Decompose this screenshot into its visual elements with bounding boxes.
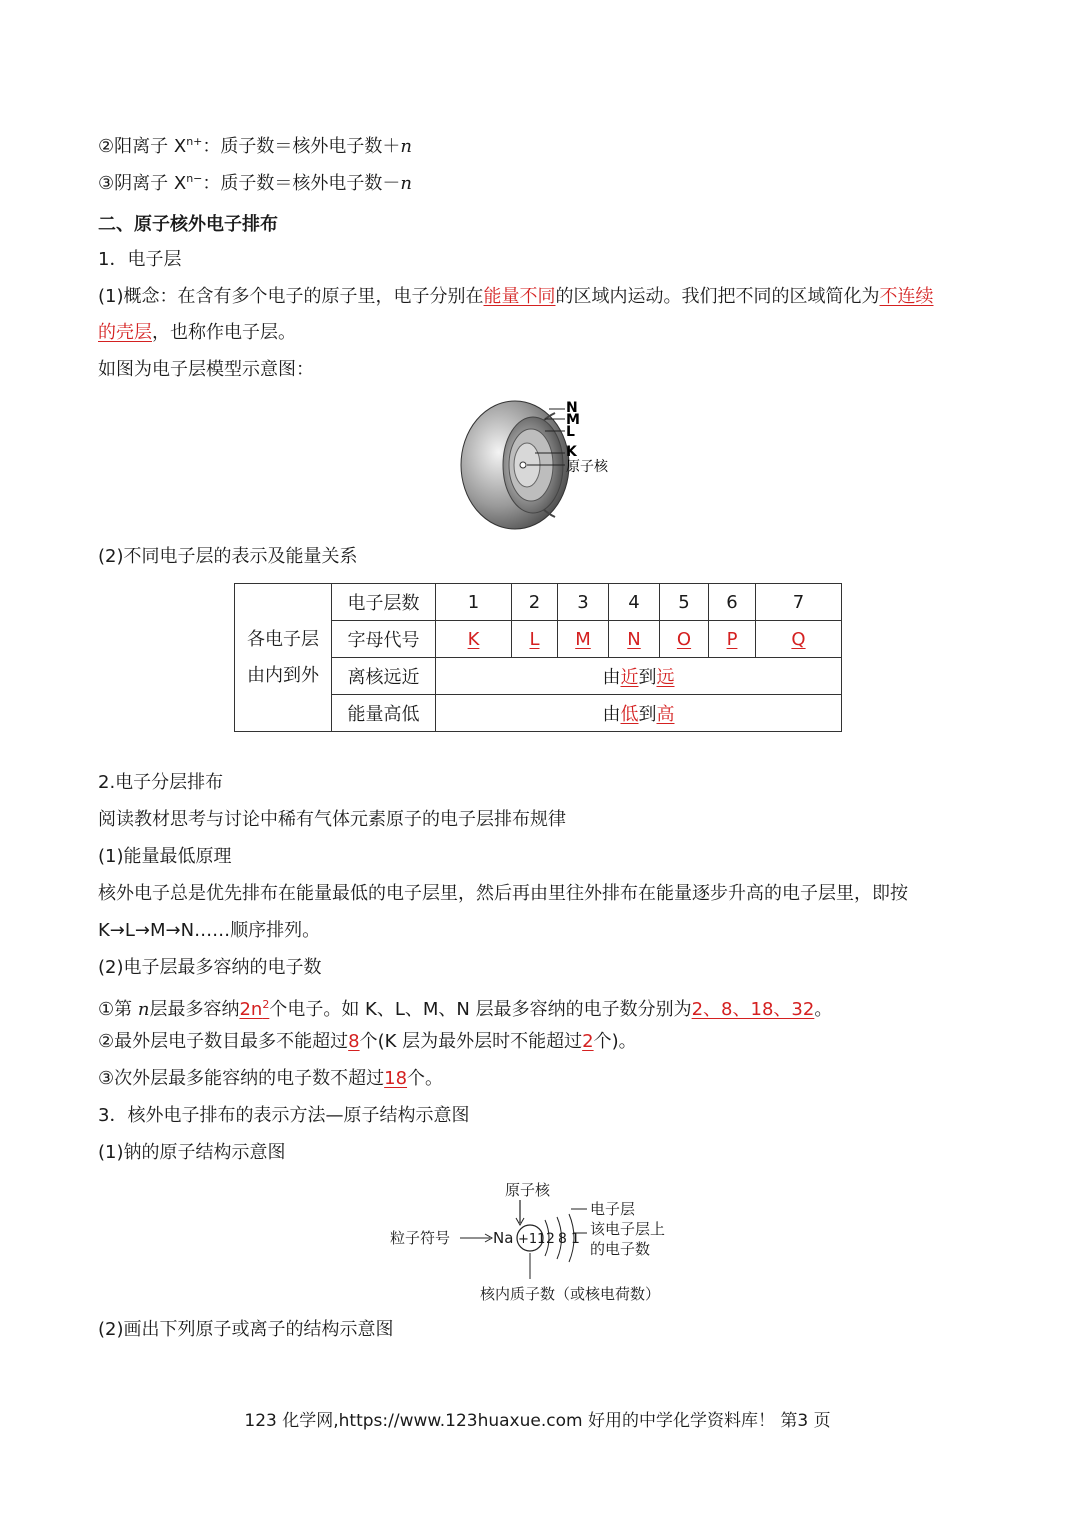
label-nucleus: 原子核 [566,459,608,475]
concept-line-2: 的壳层，也称作电子层。 [98,322,296,343]
group-label-cell: 各电子层 由内到外 [235,584,332,732]
representation-title: (2)不同电子层的表示及能量关系 [98,546,358,567]
layer-number-cell: 2 [512,584,558,621]
layer-number-cell: 5 [660,584,709,621]
label-layer-count-1: 该电子层上 [590,1220,666,1238]
electrons-shell-3: 1 [571,1231,580,1247]
label-nucleus: 原子核 [505,1181,551,1199]
letter-cell: K [436,621,512,658]
label-symbol: 粒子符号 [390,1229,451,1247]
electrons-shell-1: 2 [546,1231,555,1247]
nuclear-charge: +11 [518,1232,546,1247]
layer-number-cell: 4 [609,584,660,621]
row-label-layer-number: 电子层数 [332,584,436,621]
row-label-letter: 字母代号 [332,621,436,658]
subheading-distribution: 2.电子分层排布 [98,772,224,793]
label-proton: 核内质子数（或核电荷数） [480,1285,661,1303]
label-m: M [566,412,580,428]
concept-line: (1)概念：在含有多个电子的原子里，电子分别在能量不同的区域内运动。我们把不同的区域简化为不连续 [98,286,934,307]
draw-title: (2)画出下列原子或离子的结构示意图 [98,1319,394,1340]
table-row [235,584,842,621]
letter-cell: O [660,621,709,658]
lowest-energy-desc-1: 核外电子总是优先排布在能量最低的电子层里，然后再由里往外排布在能量逐步升高的电子层里，即按 [98,883,908,904]
letter-cell: M [558,621,609,658]
sodium-structure-diagram [385,1175,705,1310]
row-label-energy: 能量高低 [332,695,436,732]
sodium-title: (1)钠的原子结构示意图 [98,1142,286,1163]
subheading-electron-layer: 1．电子层 [98,249,182,270]
label-layer: 电子层 [590,1200,636,1218]
element-symbol: Na [493,1229,514,1247]
cation-line: ②阳离子 $X^{n+}$：质子数＝核外电子数＋n [98,135,412,157]
label-n: N [566,400,578,416]
model-caption: 如图为电子层模型示意图： [98,359,314,380]
read-instruction: 阅读教材思考与讨论中稀有气体元素原子的电子层排布规律 [98,809,566,830]
max-capacity-title: (2)电子层最多容纳的电子数 [98,957,322,978]
max-capacity-rule-3: ③次外层最多能容纳的电子数不超过18个。 [98,1068,444,1089]
shell-model-figure [455,393,635,533]
electrons-shell-2: 8 [558,1231,567,1247]
layer-number-cell: 6 [709,584,756,621]
label-k: K [566,444,577,460]
letter-cell: Q [756,621,842,658]
page-footer: 123 化学网,https://www.123huaxue.com 好用的中学化学资料库！ 第3 页 [244,1411,831,1431]
section-title: 二、原子核外电子排布 [98,214,278,235]
max-capacity-rule-2: ②最外层电子数目最多不能超过8个(K 层为最外层时不能超过2个)。 [98,1031,637,1052]
label-l: L [566,424,575,440]
distance-cell: 由近到远 [436,658,842,695]
max-capacity-rule-1: ①第 n层最多容纳$2n^2$个电子。如 K、L、M、N 层最多容纳的电子数分别为2、8、18、32。 [98,998,833,1020]
lowest-energy-title: (1)能量最低原理 [98,846,232,867]
layer-number-cell: 7 [756,584,842,621]
letter-cell: L [512,621,558,658]
anion-line: ③阴离子 $X^{n-}$：质子数＝核外电子数－n [98,172,412,194]
layer-number-cell: 1 [436,584,512,621]
letter-cell: N [609,621,660,658]
letter-cell: P [709,621,756,658]
subheading-representation: 3．核外电子排布的表示方法—原子结构示意图 [98,1105,470,1126]
energy-cell: 由低到高 [436,695,842,732]
nucleus-dot [520,462,526,468]
label-layer-count-2: 的电子数 [590,1240,651,1258]
layer-number-cell: 3 [558,584,609,621]
lowest-energy-desc-2: K→L→M→N……顺序排列。 [98,920,321,941]
electron-layer-table [234,583,842,732]
row-label-distance: 离核远近 [332,658,436,695]
